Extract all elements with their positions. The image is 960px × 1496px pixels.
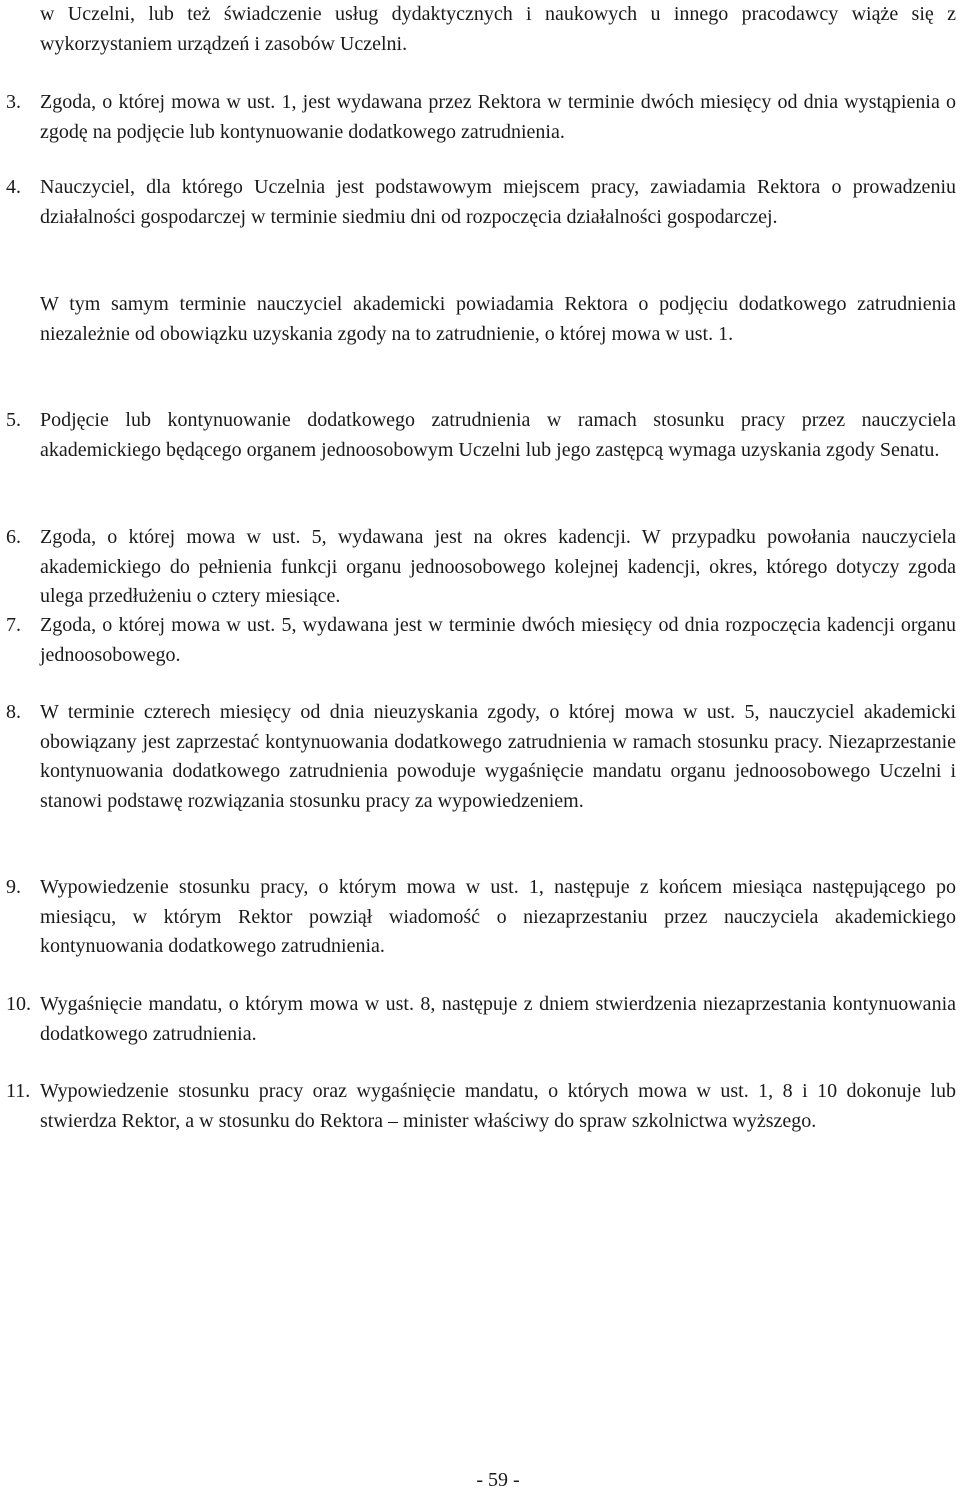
paragraph-number: 6. (6, 526, 21, 548)
paragraph-number: 4. (6, 176, 21, 198)
paragraph-number: 10. (6, 993, 31, 1015)
paragraph-text: Wypowiedzenie stosunku pracy, o którym mowa w ust. 1, następuje z końcem miesiąca następującego po miesiącu, w którym Rektor powziął wiadomość o niezaprzestaniu przez nauczyciela akademickiego kontynuowania dodatkowego zatrudnienia. (40, 876, 956, 957)
page-number: - 59 - (476, 1469, 520, 1491)
paragraph-number: 9. (6, 876, 21, 898)
paragraph-text: Podjęcie lub kontynuowanie dodatkowego zatrudnienia w ramach stosunku pracy przez nauczyciela akademickiego będącego organem jednoosobowym Uczelni lub jego zastępcą wymaga uzyskania zgody Senatu. (40, 409, 956, 461)
paragraph-number: 5. (6, 409, 21, 431)
paragraph-text: Wypowiedzenie stosunku pracy oraz wygaśnięcie mandatu, o których mowa w ust. 1, 8 i 10 dokonuje lub stwierdza Rektor, a w stosunku do Rektora – minister właściwy do spraw szkolnictwa wyższego. (40, 1080, 956, 1132)
paragraph-number: 11. (6, 1080, 31, 1102)
paragraph-number: 7. (6, 614, 21, 636)
paragraph-text: Wygaśnięcie mandatu, o którym mowa w ust. 8, następuje z dniem stwierdzenia niezaprzestania kontynuowania dodatkowego zatrudnienia. (40, 993, 956, 1045)
paragraph-text: Nauczyciel, dla którego Uczelnia jest podstawowym miejscem pracy, zawiadamia Rektora o prowadzeniu działalności gospodarczej w terminie siedmiu dni od rozpoczęcia działalności gospodarczej. (40, 176, 956, 228)
paragraph-number: 8. (6, 701, 21, 723)
paragraph-text: W terminie czterech miesięcy od dnia nieuzyskania zgody, o której mowa w ust. 5, nauczyciel akademicki obowiązany jest zaprzestać kontynuowania dodatkowego zatrudnienia w ramach stosunku pracy. Niezaprzestanie kontynuowania dodatkowego zatrudnienia powoduje wygaśnięcie mandatu organu jednoosobowego Uczelni i stanowi podstawę rozwiązania stosunku pracy za wypowiedzeniem. (40, 701, 956, 812)
paragraph-number: 3. (6, 91, 21, 113)
paragraph-text: Zgoda, o której mowa w ust. 5, wydawana jest w terminie dwóch miesięcy od dnia rozpoczęcia kadencji organu jednoosobowego. (40, 614, 956, 666)
intro-continuation: w Uczelni, lub też świadczenie usług dydaktycznych i naukowych u innego pracodawcy wiąże się z wykorzystaniem urządzeń i zasobów Uczelni. (40, 3, 956, 55)
paragraph-text: Zgoda, o której mowa w ust. 1, jest wydawana przez Rektora w terminie dwóch miesięcy od dnia wystąpienia o zgodę na podjęcie lub kontynuowanie dodatkowego zatrudnienia. (40, 91, 956, 143)
paragraph-text: W tym samym terminie nauczyciel akademicki powiadamia Rektora o podjęciu dodatkowego zatrudnienia niezależnie od obowiązku uzyskania zgody na to zatrudnienie, o której mowa w ust. 1. (40, 293, 956, 345)
paragraph-text: Zgoda, o której mowa w ust. 5, wydawana jest na okres kadencji. W przypadku powołania nauczyciela akademickiego do pełnienia funkcji organu jednoosobowego kolejnej kadencji, okres, którego dotyczy zgoda ulega przedłużeniu o cztery miesiące. (40, 526, 956, 607)
